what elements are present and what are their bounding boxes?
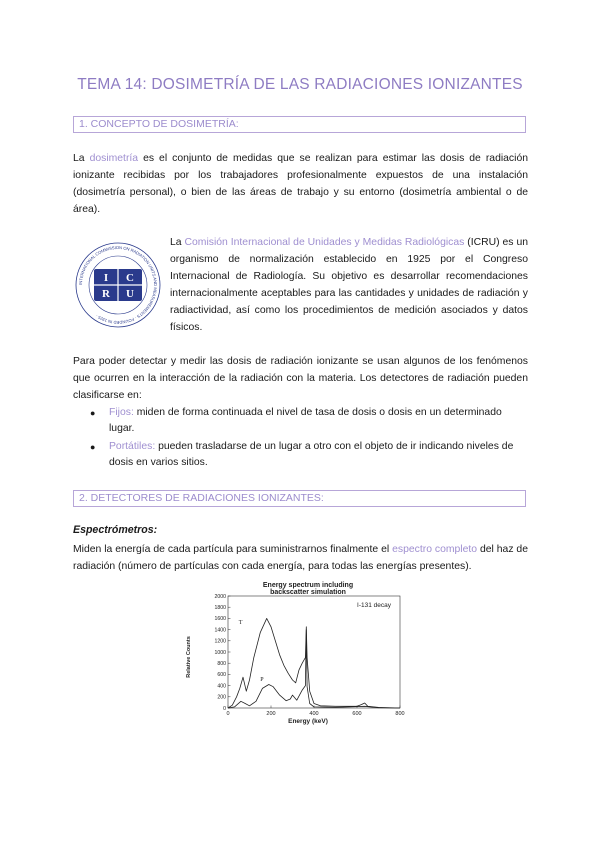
subheading-espectrometros: Espectrómetros: — [73, 524, 158, 536]
chart-title: Energy spectrum including backscatter simulation — [262, 582, 354, 596]
page-title: TEMA 14: DOSIMETRÍA DE LAS RADIACIONES IONIZANTES — [77, 76, 523, 93]
list-item-portatiles: ● Portátiles: pueden trasladarse de un lugar a otro con el objeto de ir indicando niveles de dosis en varios sitios. — [90, 441, 514, 468]
logo-letter-i: I — [103, 272, 109, 284]
y-tick-label: 1000 — [214, 649, 226, 656]
x-tick-label: 400 — [309, 711, 319, 717]
term-icru: Comisión Internacional de Unidades y Medidas Radiológicas — [184, 237, 465, 248]
series-line-p — [228, 630, 400, 708]
logo-letter-c: C — [126, 272, 134, 284]
logo-letter-r: R — [102, 288, 110, 300]
paragraph-espectrometros: Miden la energía de cada partícula para suministrarnos finalmente el espectro completo del haz de radiación (número de partículas con cada energía, para todas las energías presentes). — [73, 544, 528, 572]
paragraph-detectores: Para poder detectar y medir las dosis de radiación ionizante se usan algunos de los fenómenos que ocurren en la interacción de la radiación con la materia. Los detectores de radiación pueden clasificarse en: — [73, 356, 528, 401]
energy-spectrum-chart — [184, 577, 412, 727]
plot-frame — [228, 596, 400, 708]
y-tick-label: 1800 — [214, 605, 226, 611]
section-heading-2: 2. DETECTORES DE RADIACIONES IONIZANTES: — [73, 490, 526, 507]
y-axis-label: Relative Counts — [186, 636, 192, 678]
y-tick-label: 400 — [217, 683, 226, 690]
x-tick-label: 600 — [352, 711, 362, 717]
series-label-t: T — [238, 620, 243, 626]
section-heading-1: 1. CONCEPTO DE DOSIMETRÍA: — [73, 116, 526, 133]
detector-list — [73, 405, 528, 473]
paragraph-icru: La Comisión Internacional de Unidades y Medidas Radiológicas (ICRU) es un organismo de normalización establecido en 1925 por el Congreso Internacional de Radiología. Su objetivo es desarrollar recomendaciones internacionalmente aceptables para las cantidades y unidades de radiación y radiactividad, así como los procedimientos de medición asociados y datos físicos. — [170, 237, 528, 333]
y-tick-label: 800 — [217, 661, 226, 667]
y-tick-label: 1400 — [214, 627, 226, 634]
y-tick-label: 1600 — [214, 616, 226, 623]
y-tick-label: 2000 — [214, 593, 226, 600]
paragraph-dosimetria: La dosimetría es el conjunto de medidas que se realizan para estimar las dosis de radiación ionizante recibidas por los trabajadores profesionalmente expuestos de una instalación (dosimetría personal), o bien de las áreas de trabajo y su entorno (dosimetría ambiental o de área). — [73, 153, 528, 215]
x-tick-label: 0 — [226, 711, 230, 717]
y-tick-label: 200 — [217, 694, 226, 701]
series-line-t — [228, 618, 400, 708]
bullet-icon: ● — [90, 442, 96, 452]
list-item-fijos: ● Fijos: miden de forma continuada el nivel de tasa de dosis o dosis en un determinado lugar. — [90, 407, 502, 434]
x-axis-label: Energy (keV) — [288, 718, 328, 725]
y-tick-label: 600 — [217, 672, 226, 679]
y-tick-label: 0 — [223, 705, 226, 712]
x-tick-label: 200 — [266, 711, 276, 717]
bullet-icon: ● — [90, 408, 96, 418]
series-label-p: P — [260, 677, 264, 684]
x-tick-label: 800 — [395, 711, 405, 717]
logo-letter-u: U — [126, 288, 134, 300]
term-espectro-completo: espectro completo — [392, 544, 478, 555]
chart-annotation: I-131 decay — [357, 602, 391, 609]
logo-ring-text: INTERNATIONAL COMMISSION ON RADIATION UNITS AND MEASUREMENTS · FOUNDED IN 1925 · — [77, 244, 159, 326]
y-tick-label: 1200 — [214, 638, 226, 645]
term-dosimetria: dosimetría — [89, 153, 139, 164]
icru-logo — [73, 240, 163, 330]
